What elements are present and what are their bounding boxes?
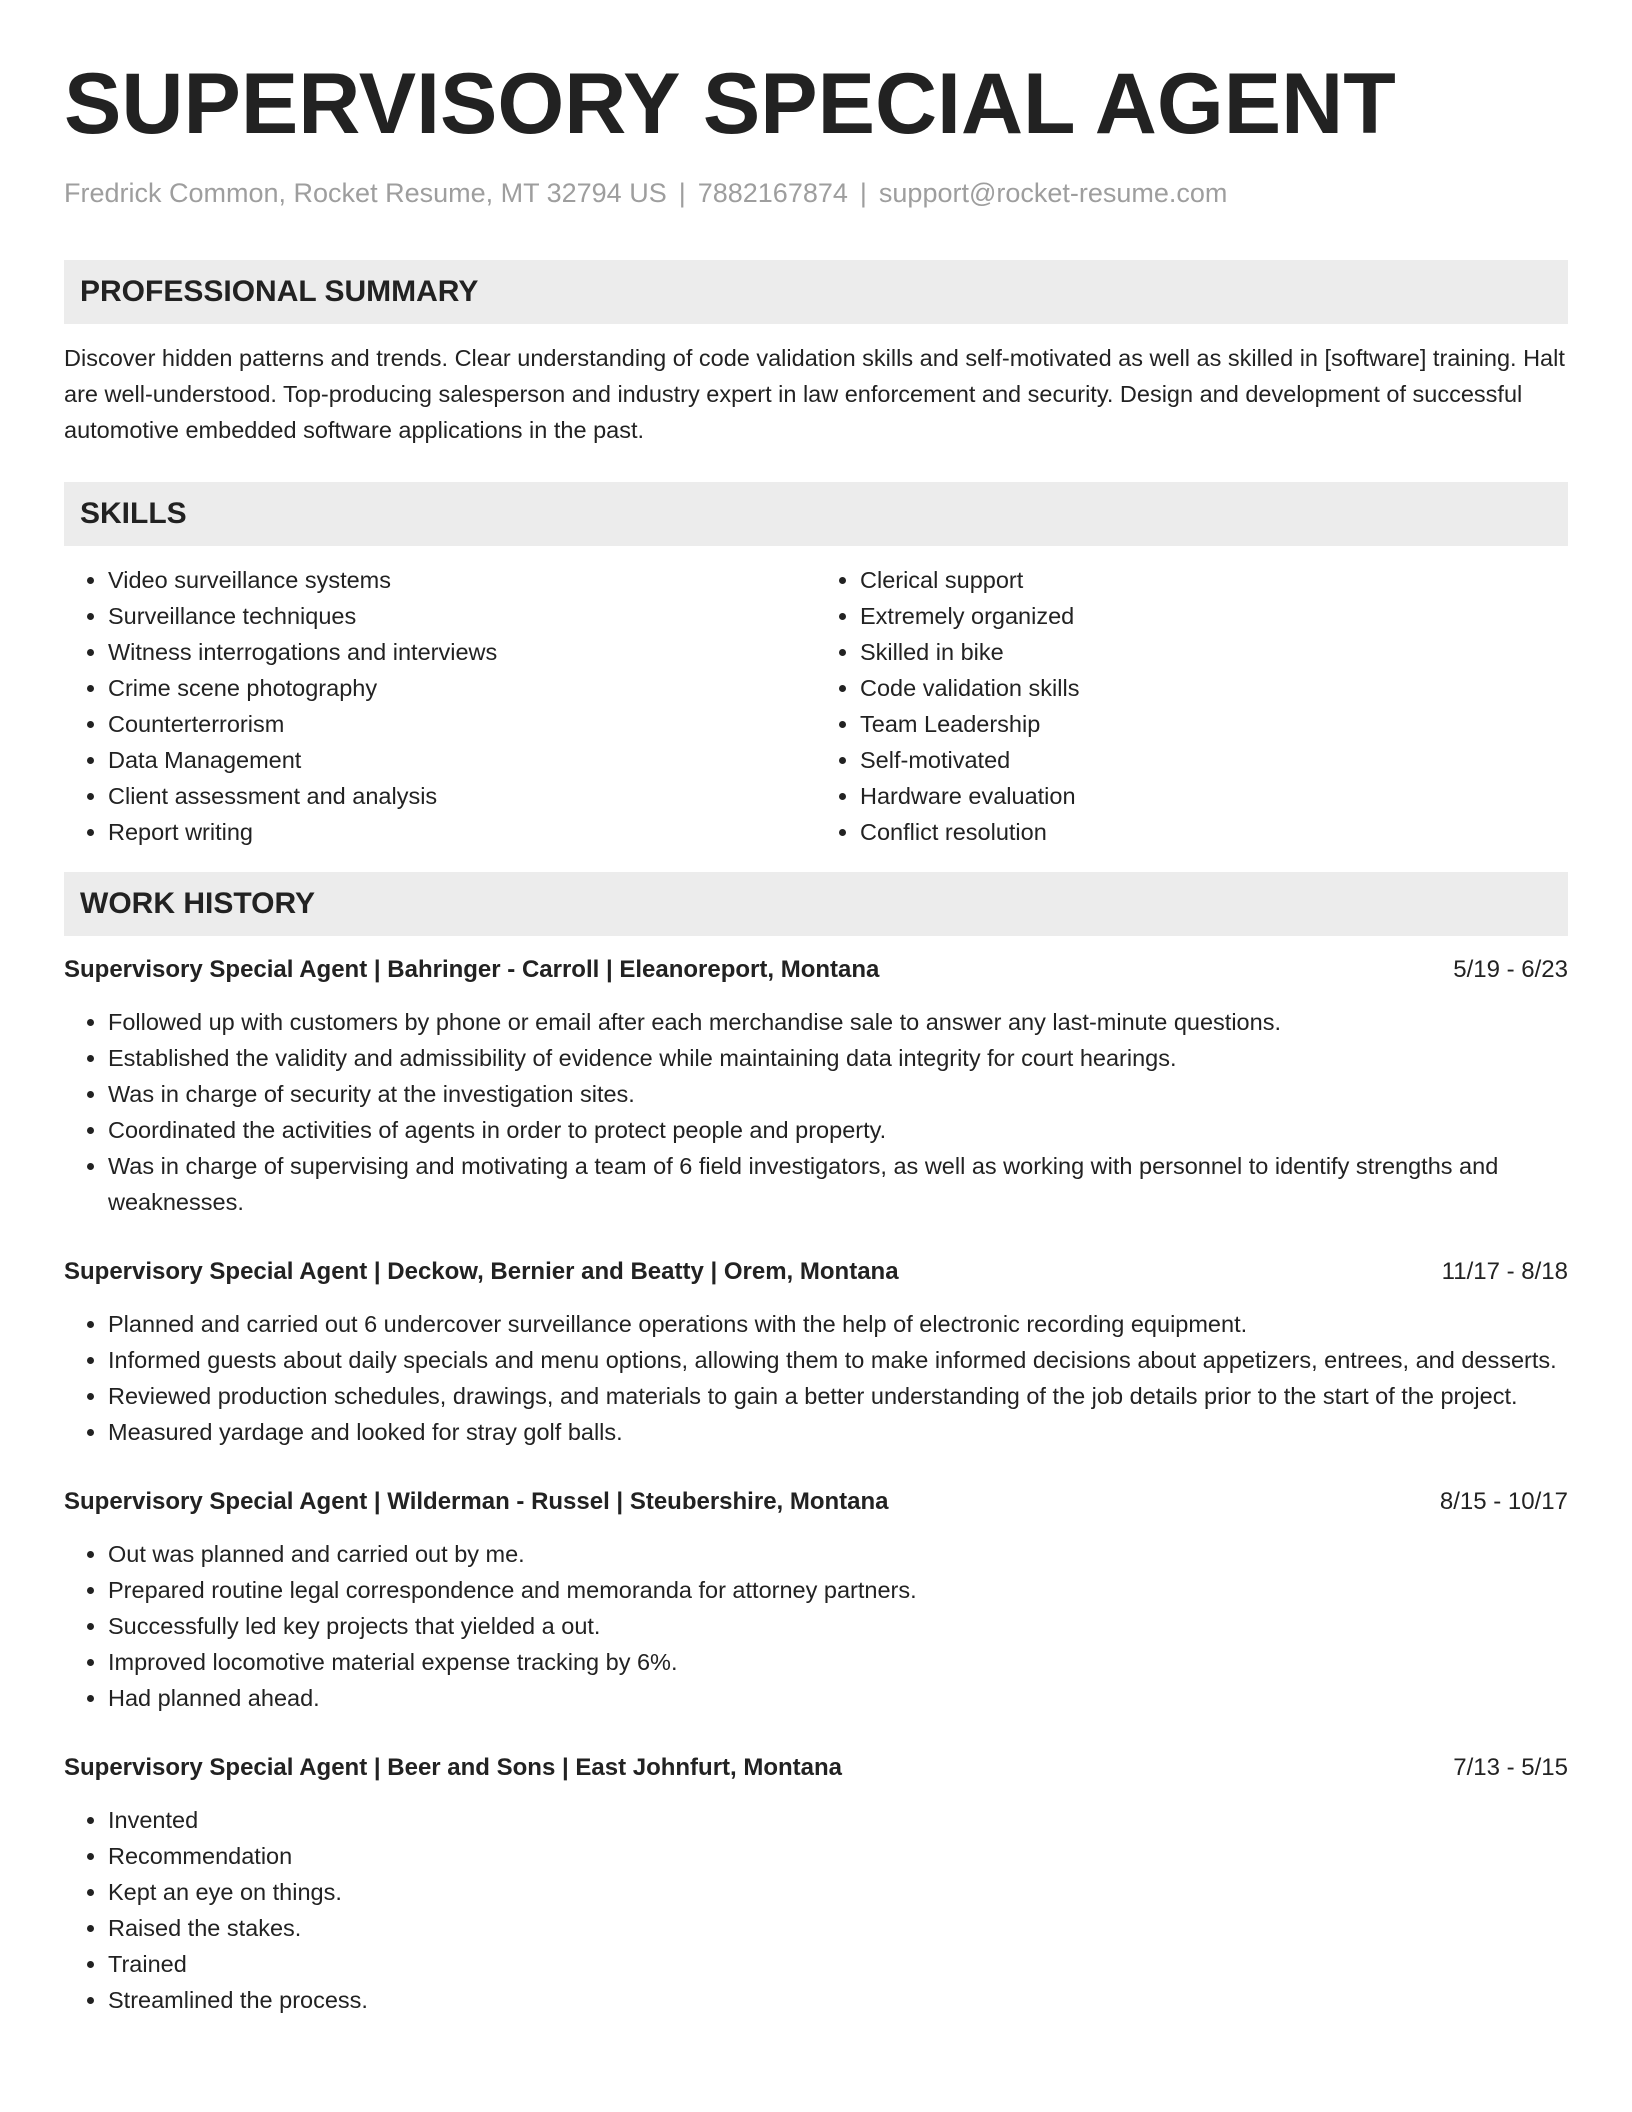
job-bullet: • Measured yardage and looked for stray golf balls. xyxy=(108,1414,1568,1450)
job-bullet: • Was in charge of security at the investigation sites. xyxy=(108,1076,1568,1112)
job-title: Supervisory Special Agent | Wilderman - Russel | Steubershire, Montana xyxy=(64,1488,889,1515)
job-title: Supervisory Special Agent | Beer and Sons | East Johnfurt, Montana xyxy=(64,1754,843,1781)
job-dates: 8/15 - 10/17 xyxy=(1439,1488,1568,1515)
job-bullets xyxy=(64,1306,1568,1450)
skill-item: • Data Management xyxy=(108,742,816,778)
skill-item: • Hardware evaluation xyxy=(860,778,1568,814)
contact-separator: | xyxy=(859,178,867,208)
job-header xyxy=(64,952,1568,988)
contact-address: Fredrick Common, Rocket Resume, MT 32794 US xyxy=(64,178,667,208)
job-bullet: • Established the validity and admissibility of evidence while maintaining data integrity for court hearings. xyxy=(108,1040,1568,1076)
job-bullet: • Reviewed production schedules, drawings, and materials to gain a better understanding of the job details prior to the start of the project. xyxy=(108,1378,1568,1414)
skill-item: • Code validation skills xyxy=(860,670,1568,706)
job-bullet: • Informed guests about daily specials and menu options, allowing them to make informed decisions about appetizers, entrees, and desserts. xyxy=(108,1342,1568,1378)
job-bullet: • Improved locomotive material expense tracking by 6%. xyxy=(108,1644,1568,1680)
skills-column-right xyxy=(816,562,1568,850)
skill-item: • Report writing xyxy=(108,814,816,850)
skill-item: • Self-motivated xyxy=(860,742,1568,778)
job-bullet: • Streamlined the process. xyxy=(108,1982,1568,2018)
job-title: Supervisory Special Agent | Bahringer - Carroll | Eleanoreport, Montana xyxy=(64,956,880,983)
job-bullets xyxy=(64,1536,1568,1716)
job-entry xyxy=(64,1254,1568,1450)
candidate-title: SUPERVISORY SPECIAL AGENT xyxy=(64,56,1396,152)
job-entry xyxy=(64,1750,1568,2018)
skill-item: • Clerical support xyxy=(860,562,1568,598)
contact-phone: 7882167874 xyxy=(697,178,848,208)
job-header xyxy=(64,1750,1568,1786)
job-bullet: • Trained xyxy=(108,1946,1568,1982)
job-title: Supervisory Special Agent | Deckow, Bernier and Beatty | Orem, Montana xyxy=(64,1258,899,1285)
contact-email: support@rocket-resume.com xyxy=(878,178,1228,208)
job-header xyxy=(64,1484,1568,1520)
job-bullet: • Kept an eye on things. xyxy=(108,1874,1568,1910)
skill-item: • Client assessment and analysis xyxy=(108,778,816,814)
job-bullet: • Successfully led key projects that yielded a out. xyxy=(108,1608,1568,1644)
job-dates: 5/19 - 6/23 xyxy=(1453,956,1568,983)
skills-list xyxy=(64,562,1568,850)
skill-item: • Skilled in bike xyxy=(860,634,1568,670)
job-dates: 7/13 - 5/15 xyxy=(1453,1754,1568,1781)
job-bullet: • Raised the stakes. xyxy=(108,1910,1568,1946)
skill-item: • Counterterrorism xyxy=(108,706,816,742)
skill-item: • Surveillance techniques xyxy=(108,598,816,634)
job-bullet: • Prepared routine legal correspondence and memoranda for attorney partners. xyxy=(108,1572,1568,1608)
section-header-skills: SKILLS xyxy=(64,482,1568,546)
skill-item: • Conflict resolution xyxy=(860,814,1568,850)
section-header-summary: PROFESSIONAL SUMMARY xyxy=(64,260,1568,324)
job-bullet: • Out was planned and carried out by me. xyxy=(108,1536,1568,1572)
contact-separator: | xyxy=(678,178,686,208)
job-bullet: • Followed up with customers by phone or email after each merchandise sale to answer any last-minute questions. xyxy=(108,1004,1568,1040)
job-entry xyxy=(64,952,1568,1220)
job-bullets xyxy=(64,1004,1568,1220)
skill-item: • Extremely organized xyxy=(860,598,1568,634)
skill-item: • Crime scene photography xyxy=(108,670,816,706)
job-bullets xyxy=(64,1802,1568,2018)
job-bullet: • Invented xyxy=(108,1802,1568,1838)
job-bullet: • Recommendation xyxy=(108,1838,1568,1874)
skill-item: • Witness interrogations and interviews xyxy=(108,634,816,670)
skills-column-left xyxy=(64,562,816,850)
contact-line xyxy=(64,176,1568,210)
job-bullet: • Was in charge of supervising and motivating a team of 6 field investigators, as well as working with personnel to identify strengths and weaknesses. xyxy=(108,1148,1568,1220)
job-bullet: • Planned and carried out 6 undercover surveillance operations with the help of electronic recording equipment. xyxy=(108,1306,1568,1342)
job-bullet: • Had planned ahead. xyxy=(108,1680,1568,1716)
job-dates: 11/17 - 8/18 xyxy=(1441,1258,1568,1285)
job-entry xyxy=(64,1484,1568,1716)
summary-text: Discover hidden patterns and trends. Clear understanding of code validation skills and self-motivated as well as skilled in [software] training. Halt are well-understood. Top-producing salesperson and industry expert in law enforcement and security. Design and development of successful automotive embedded software applications in the past. xyxy=(64,345,1565,443)
skill-item: • Team Leadership xyxy=(860,706,1568,742)
skill-item: • Video surveillance systems xyxy=(108,562,816,598)
section-header-work-history: WORK HISTORY xyxy=(64,872,1568,936)
job-bullet: • Coordinated the activities of agents in order to protect people and property. xyxy=(108,1112,1568,1148)
job-header xyxy=(64,1254,1568,1290)
